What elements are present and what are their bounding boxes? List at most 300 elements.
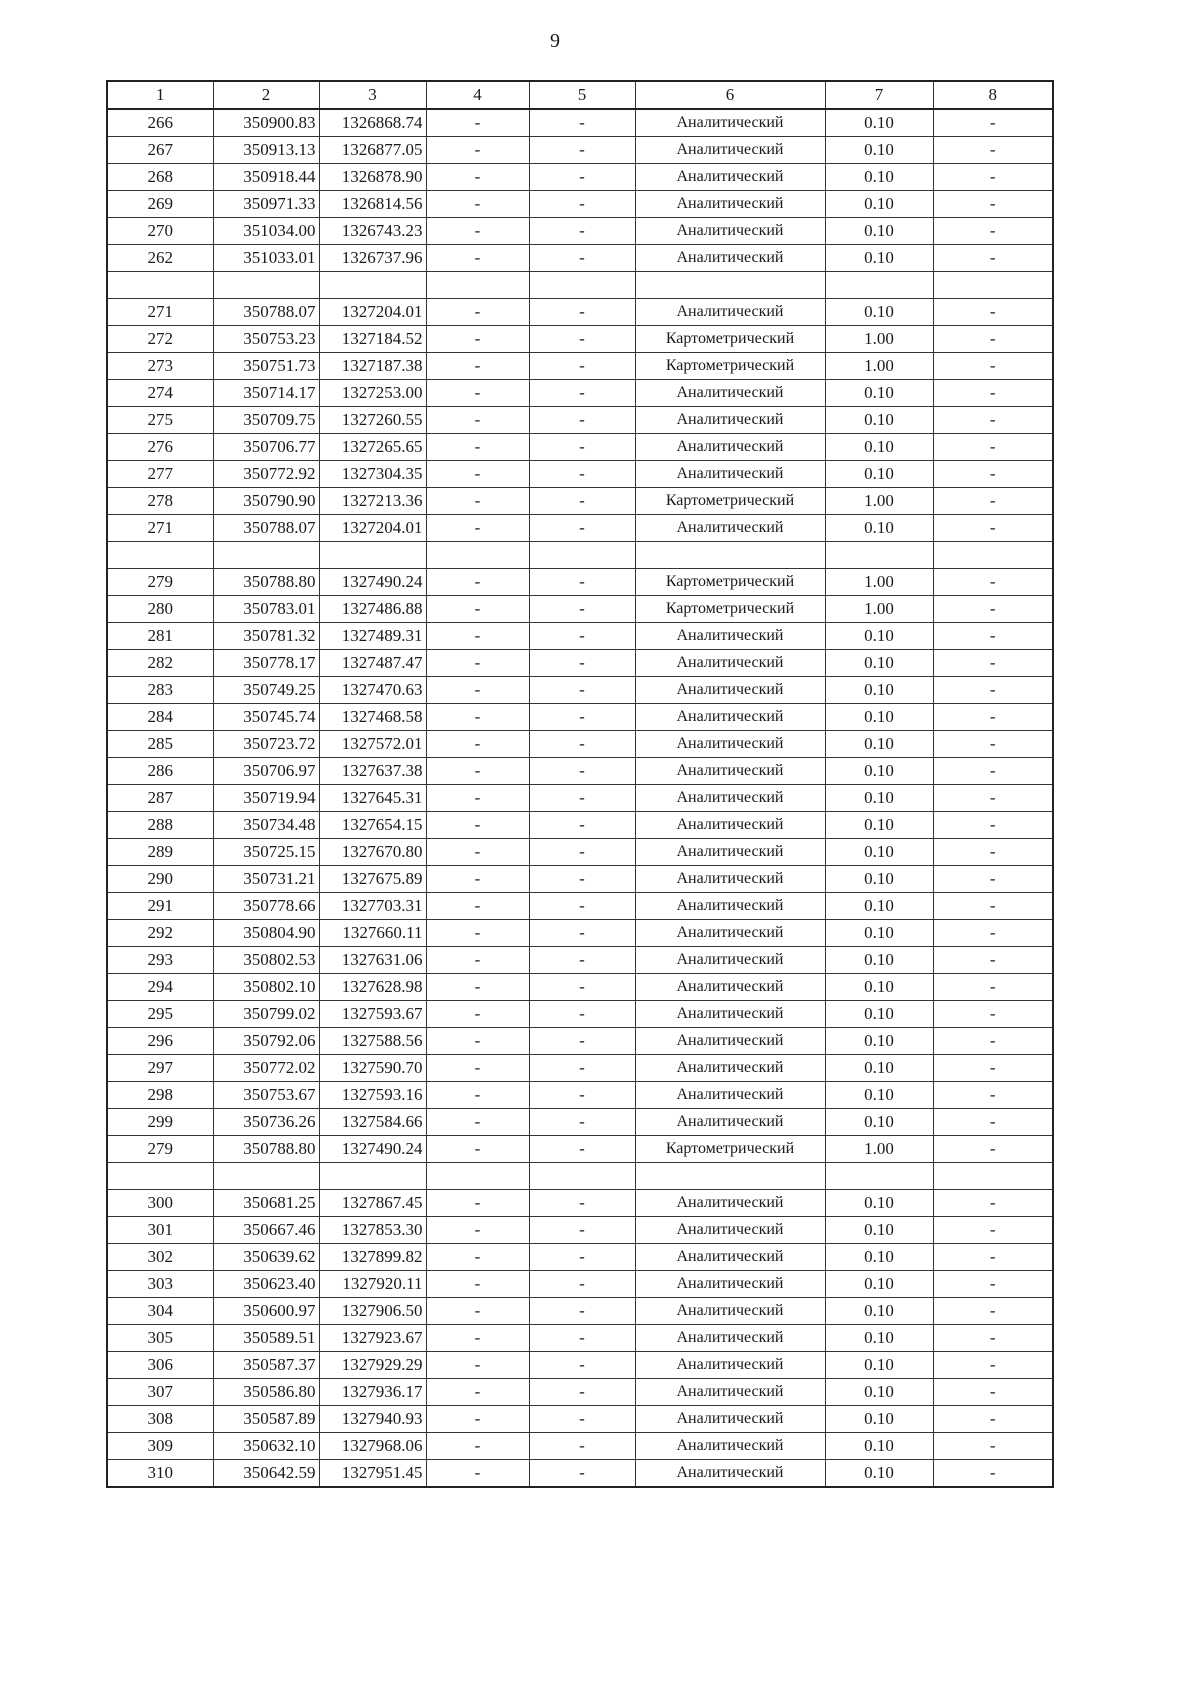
table-row [107,380,1053,407]
x-coordinate-cell: 350971.33 [213,191,319,218]
table-row [107,191,1053,218]
column-4-cell: - [426,974,529,1001]
column-4-cell: - [426,218,529,245]
method-cell: Аналитический [635,1298,825,1325]
column-header: 1 [107,81,213,109]
column-5-cell: - [529,109,635,137]
column-4-cell: - [426,623,529,650]
accuracy-cell: 0.10 [825,758,933,785]
coordinates-table [106,80,1054,1488]
column-5-cell: - [529,1298,635,1325]
column-4-cell: - [426,109,529,137]
table-row [107,1136,1053,1163]
table-row [107,1325,1053,1352]
column-4-cell: - [426,704,529,731]
table-row [107,704,1053,731]
y-coordinate-cell: 1327867.45 [319,1190,426,1217]
y-coordinate-cell: 1327470.63 [319,677,426,704]
column-4-cell: - [426,1325,529,1352]
accuracy-cell: 0.10 [825,1217,933,1244]
point-number-cell: 276 [107,434,213,461]
column-4-cell: - [426,1352,529,1379]
method-cell: Аналитический [635,164,825,191]
empty-cell [825,1163,933,1190]
column-5-cell: - [529,1136,635,1163]
column-8-cell: - [933,1433,1053,1460]
y-coordinate-cell: 1327936.17 [319,1379,426,1406]
column-4-cell: - [426,191,529,218]
x-coordinate-cell: 350772.02 [213,1055,319,1082]
method-cell: Аналитический [635,650,825,677]
y-coordinate-cell: 1327588.56 [319,1028,426,1055]
y-coordinate-cell: 1327660.11 [319,920,426,947]
table-row [107,1433,1053,1460]
x-coordinate-cell: 350734.48 [213,812,319,839]
empty-cell [107,1163,213,1190]
table-row [107,245,1053,272]
column-4-cell: - [426,1028,529,1055]
method-cell: Аналитический [635,407,825,434]
column-8-cell: - [933,515,1053,542]
column-8-cell: - [933,1190,1053,1217]
column-8-cell: - [933,677,1053,704]
y-coordinate-cell: 1327853.30 [319,1217,426,1244]
separator-row [107,272,1053,299]
point-number-cell: 269 [107,191,213,218]
column-5-cell: - [529,920,635,947]
column-8-cell: - [933,218,1053,245]
y-coordinate-cell: 1327490.24 [319,1136,426,1163]
accuracy-cell: 0.10 [825,380,933,407]
point-number-cell: 266 [107,109,213,137]
y-coordinate-cell: 1327929.29 [319,1352,426,1379]
column-4-cell: - [426,1109,529,1136]
column-8-cell: - [933,1001,1053,1028]
column-5-cell: - [529,1190,635,1217]
x-coordinate-cell: 350681.25 [213,1190,319,1217]
column-8-cell: - [933,785,1053,812]
empty-cell [107,272,213,299]
point-number-cell: 281 [107,623,213,650]
y-coordinate-cell: 1327187.38 [319,353,426,380]
column-8-cell: - [933,407,1053,434]
column-5-cell: - [529,1352,635,1379]
column-5-cell: - [529,1001,635,1028]
table-row [107,109,1053,137]
point-number-cell: 278 [107,488,213,515]
accuracy-cell: 0.10 [825,1082,933,1109]
column-5-cell: - [529,1028,635,1055]
accuracy-cell: 0.10 [825,137,933,164]
column-8-cell: - [933,164,1053,191]
y-coordinate-cell: 1327637.38 [319,758,426,785]
x-coordinate-cell: 350753.23 [213,326,319,353]
method-cell: Аналитический [635,758,825,785]
column-5-cell: - [529,1325,635,1352]
table-row [107,137,1053,164]
method-cell: Картометрический [635,353,825,380]
column-8-cell: - [933,920,1053,947]
accuracy-cell: 0.10 [825,920,933,947]
column-5-cell: - [529,1379,635,1406]
x-coordinate-cell: 350900.83 [213,109,319,137]
empty-cell [529,272,635,299]
x-coordinate-cell: 350802.10 [213,974,319,1001]
method-cell: Аналитический [635,1055,825,1082]
column-4-cell: - [426,1244,529,1271]
column-8-cell: - [933,1352,1053,1379]
accuracy-cell: 1.00 [825,569,933,596]
x-coordinate-cell: 350600.97 [213,1298,319,1325]
column-4-cell: - [426,488,529,515]
empty-cell [107,542,213,569]
accuracy-cell: 0.10 [825,1298,933,1325]
column-8-cell: - [933,650,1053,677]
column-8-cell: - [933,1325,1053,1352]
x-coordinate-cell: 350706.77 [213,434,319,461]
x-coordinate-cell: 350790.90 [213,488,319,515]
method-cell: Аналитический [635,245,825,272]
column-4-cell: - [426,1082,529,1109]
point-number-cell: 290 [107,866,213,893]
column-5-cell: - [529,407,635,434]
accuracy-cell: 1.00 [825,353,933,380]
table-row [107,218,1053,245]
table-row [107,1001,1053,1028]
point-number-cell: 287 [107,785,213,812]
accuracy-cell: 0.10 [825,1028,933,1055]
column-5-cell: - [529,1109,635,1136]
y-coordinate-cell: 1327265.65 [319,434,426,461]
empty-cell [635,1163,825,1190]
table-row [107,596,1053,623]
table-row [107,1190,1053,1217]
point-number-cell: 271 [107,515,213,542]
column-5-cell: - [529,650,635,677]
column-8-cell: - [933,866,1053,893]
accuracy-cell: 0.10 [825,1109,933,1136]
point-number-cell: 274 [107,380,213,407]
y-coordinate-cell: 1327703.31 [319,893,426,920]
point-number-cell: 298 [107,1082,213,1109]
column-5-cell: - [529,515,635,542]
x-coordinate-cell: 350736.26 [213,1109,319,1136]
empty-cell [933,542,1053,569]
method-cell: Картометрический [635,569,825,596]
y-coordinate-cell: 1327304.35 [319,461,426,488]
column-4-cell: - [426,461,529,488]
page-number: 9 [550,30,560,52]
x-coordinate-cell: 350725.15 [213,839,319,866]
method-cell: Аналитический [635,623,825,650]
x-coordinate-cell: 350632.10 [213,1433,319,1460]
table-row [107,1028,1053,1055]
y-coordinate-cell: 1327204.01 [319,515,426,542]
empty-cell [933,1163,1053,1190]
column-8-cell: - [933,569,1053,596]
column-4-cell: - [426,1379,529,1406]
column-8-cell: - [933,839,1053,866]
point-number-cell: 285 [107,731,213,758]
column-header: 5 [529,81,635,109]
point-number-cell: 297 [107,1055,213,1082]
x-coordinate-cell: 350778.17 [213,650,319,677]
column-8-cell: - [933,893,1053,920]
y-coordinate-cell: 1326737.96 [319,245,426,272]
point-number-cell: 271 [107,299,213,326]
accuracy-cell: 0.10 [825,893,933,920]
column-4-cell: - [426,650,529,677]
x-coordinate-cell: 350706.97 [213,758,319,785]
y-coordinate-cell: 1327920.11 [319,1271,426,1298]
point-number-cell: 267 [107,137,213,164]
x-coordinate-cell: 350587.37 [213,1352,319,1379]
table-row [107,164,1053,191]
accuracy-cell: 0.10 [825,731,933,758]
empty-cell [933,272,1053,299]
table-row [107,434,1053,461]
column-4-cell: - [426,299,529,326]
x-coordinate-cell: 350623.40 [213,1271,319,1298]
accuracy-cell: 0.10 [825,1325,933,1352]
point-number-cell: 309 [107,1433,213,1460]
column-5-cell: - [529,164,635,191]
point-number-cell: 294 [107,974,213,1001]
method-cell: Аналитический [635,1325,825,1352]
column-4-cell: - [426,866,529,893]
x-coordinate-cell: 350804.90 [213,920,319,947]
y-coordinate-cell: 1326868.74 [319,109,426,137]
point-number-cell: 299 [107,1109,213,1136]
column-5-cell: - [529,569,635,596]
x-coordinate-cell: 350709.75 [213,407,319,434]
method-cell: Картометрический [635,1136,825,1163]
x-coordinate-cell: 350667.46 [213,1217,319,1244]
column-4-cell: - [426,380,529,407]
column-8-cell: - [933,434,1053,461]
table-row [107,893,1053,920]
column-4-cell: - [426,1433,529,1460]
accuracy-cell: 0.10 [825,434,933,461]
column-4-cell: - [426,785,529,812]
column-8-cell: - [933,758,1053,785]
point-number-cell: 280 [107,596,213,623]
table-row [107,407,1053,434]
y-coordinate-cell: 1327645.31 [319,785,426,812]
point-number-cell: 310 [107,1460,213,1488]
method-cell: Аналитический [635,1082,825,1109]
accuracy-cell: 0.10 [825,866,933,893]
column-5-cell: - [529,947,635,974]
column-8-cell: - [933,1406,1053,1433]
column-8-cell: - [933,326,1053,353]
column-8-cell: - [933,1217,1053,1244]
column-header: 7 [825,81,933,109]
point-number-cell: 302 [107,1244,213,1271]
method-cell: Аналитический [635,137,825,164]
column-5-cell: - [529,839,635,866]
point-number-cell: 292 [107,920,213,947]
accuracy-cell: 0.10 [825,461,933,488]
table-row [107,812,1053,839]
method-cell: Аналитический [635,704,825,731]
accuracy-cell: 0.10 [825,164,933,191]
table-row [107,1379,1053,1406]
empty-cell [825,272,933,299]
table-row [107,1460,1053,1488]
point-number-cell: 268 [107,164,213,191]
column-4-cell: - [426,677,529,704]
method-cell: Аналитический [635,839,825,866]
column-5-cell: - [529,677,635,704]
empty-cell [426,272,529,299]
accuracy-cell: 0.10 [825,515,933,542]
column-8-cell: - [933,1244,1053,1271]
column-4-cell: - [426,812,529,839]
column-header: 6 [635,81,825,109]
y-coordinate-cell: 1327654.15 [319,812,426,839]
column-header: 8 [933,81,1053,109]
empty-cell [319,1163,426,1190]
column-5-cell: - [529,218,635,245]
table-row [107,1109,1053,1136]
point-number-cell: 305 [107,1325,213,1352]
accuracy-cell: 0.10 [825,677,933,704]
method-cell: Аналитический [635,974,825,1001]
x-coordinate-cell: 350788.07 [213,299,319,326]
accuracy-cell: 0.10 [825,407,933,434]
point-number-cell: 304 [107,1298,213,1325]
column-5-cell: - [529,1460,635,1488]
point-number-cell: 279 [107,569,213,596]
y-coordinate-cell: 1327628.98 [319,974,426,1001]
method-cell: Аналитический [635,731,825,758]
accuracy-cell: 0.10 [825,1190,933,1217]
accuracy-cell: 0.10 [825,1379,933,1406]
method-cell: Аналитический [635,461,825,488]
y-coordinate-cell: 1327675.89 [319,866,426,893]
method-cell: Аналитический [635,785,825,812]
column-8-cell: - [933,1136,1053,1163]
table-row [107,515,1053,542]
x-coordinate-cell: 350753.67 [213,1082,319,1109]
x-coordinate-cell: 351034.00 [213,218,319,245]
y-coordinate-cell: 1327631.06 [319,947,426,974]
method-cell: Аналитический [635,515,825,542]
accuracy-cell: 0.10 [825,623,933,650]
table-row [107,569,1053,596]
method-cell: Аналитический [635,434,825,461]
column-4-cell: - [426,137,529,164]
accuracy-cell: 0.10 [825,1271,933,1298]
column-4-cell: - [426,1460,529,1488]
y-coordinate-cell: 1327487.47 [319,650,426,677]
empty-cell [529,1163,635,1190]
column-4-cell: - [426,1136,529,1163]
column-8-cell: - [933,353,1053,380]
column-header: 2 [213,81,319,109]
point-number-cell: 293 [107,947,213,974]
y-coordinate-cell: 1327593.67 [319,1001,426,1028]
x-coordinate-cell: 350745.74 [213,704,319,731]
accuracy-cell: 0.10 [825,1352,933,1379]
method-cell: Аналитический [635,1190,825,1217]
column-8-cell: - [933,488,1053,515]
x-coordinate-cell: 350642.59 [213,1460,319,1488]
point-number-cell: 295 [107,1001,213,1028]
y-coordinate-cell: 1327489.31 [319,623,426,650]
y-coordinate-cell: 1327260.55 [319,407,426,434]
method-cell: Аналитический [635,920,825,947]
x-coordinate-cell: 350731.21 [213,866,319,893]
method-cell: Картометрический [635,326,825,353]
column-5-cell: - [529,461,635,488]
column-8-cell: - [933,109,1053,137]
column-8-cell: - [933,1460,1053,1488]
method-cell: Аналитический [635,218,825,245]
accuracy-cell: 0.10 [825,1460,933,1488]
column-8-cell: - [933,812,1053,839]
separator-row [107,1163,1053,1190]
accuracy-cell: 0.10 [825,785,933,812]
point-number-cell: 270 [107,218,213,245]
x-coordinate-cell: 350792.06 [213,1028,319,1055]
column-8-cell: - [933,299,1053,326]
column-8-cell: - [933,245,1053,272]
x-coordinate-cell: 350719.94 [213,785,319,812]
column-8-cell: - [933,137,1053,164]
column-8-cell: - [933,1028,1053,1055]
x-coordinate-cell: 350772.92 [213,461,319,488]
column-4-cell: - [426,515,529,542]
point-number-cell: 306 [107,1352,213,1379]
column-header: 3 [319,81,426,109]
table-row [107,1271,1053,1298]
column-5-cell: - [529,785,635,812]
column-4-cell: - [426,407,529,434]
point-number-cell: 283 [107,677,213,704]
y-coordinate-cell: 1327204.01 [319,299,426,326]
column-8-cell: - [933,380,1053,407]
column-5-cell: - [529,974,635,1001]
column-4-cell: - [426,1406,529,1433]
accuracy-cell: 0.10 [825,1244,933,1271]
table-row [107,1055,1053,1082]
table-row [107,461,1053,488]
x-coordinate-cell: 350788.80 [213,569,319,596]
column-5-cell: - [529,1082,635,1109]
column-8-cell: - [933,1055,1053,1082]
x-coordinate-cell: 350781.32 [213,623,319,650]
point-number-cell: 275 [107,407,213,434]
table-row [107,1406,1053,1433]
point-number-cell: 282 [107,650,213,677]
column-4-cell: - [426,839,529,866]
column-4-cell: - [426,1001,529,1028]
column-5-cell: - [529,1217,635,1244]
empty-cell [635,272,825,299]
column-8-cell: - [933,1379,1053,1406]
column-4-cell: - [426,920,529,947]
column-8-cell: - [933,1109,1053,1136]
accuracy-cell: 0.10 [825,1406,933,1433]
accuracy-cell: 0.10 [825,839,933,866]
y-coordinate-cell: 1327593.16 [319,1082,426,1109]
point-number-cell: 279 [107,1136,213,1163]
method-cell: Аналитический [635,812,825,839]
x-coordinate-cell: 350788.07 [213,515,319,542]
table-row [107,326,1053,353]
